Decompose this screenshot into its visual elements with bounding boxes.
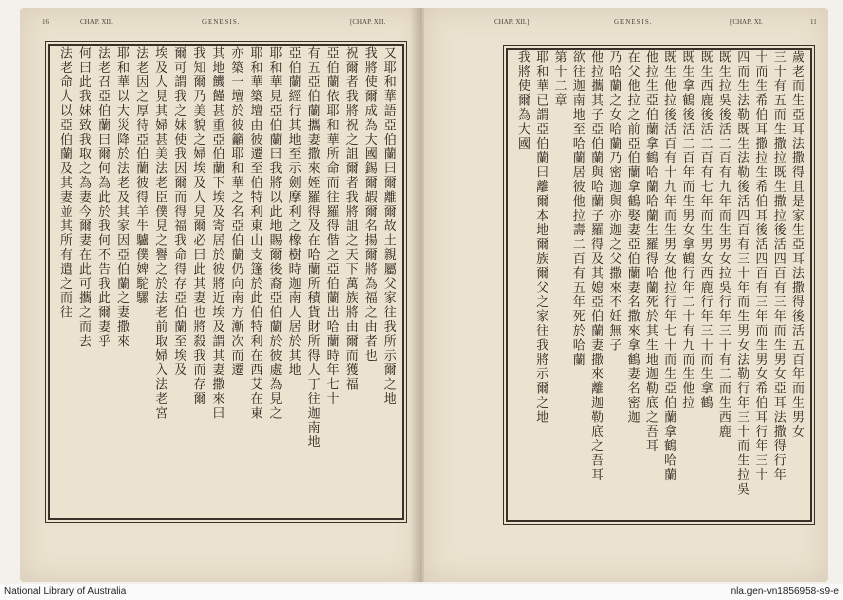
right-text-column: 耶和華已謂亞伯蘭曰離爾本地爾族爾父之家往我將示爾之地 <box>533 50 549 425</box>
credit-institution: National Library of Australia <box>4 586 127 597</box>
credit-identifier: nla.gen-vn1856958-s9-e <box>730 586 839 597</box>
left-text-column: 耶和華以大災降於法老及其家因亞伯蘭之妻撒來 <box>114 46 130 349</box>
right-text-column: 既生拉吳後活二百有九年而生男女拉吳行年三十有二而生西鹿 <box>715 50 731 439</box>
right-text-column: 既生拿鶴後活二百年而生男女拿鶴行年二十有九而生他拉 <box>679 50 695 410</box>
right-text-column: 第十二章 <box>551 50 567 108</box>
left-text-column: 我將使爾成為大國錫爾嘏爾名揚爾將為福之由者也 <box>361 46 377 363</box>
right-text-column: 他拉攜其子亞伯蘭與哈蘭子羅得及其媳亞伯蘭妻撒來離迦勒底之吾耳 <box>588 50 604 482</box>
right-text-column: 歲老而生亞耳法撒得且是家生亞耳法撒得後活五百年而生男女 <box>788 50 804 439</box>
left-text-column: 耶和華見亞伯蘭曰我將以此地賜爾後裔亞伯蘭於彼處為見之 <box>266 46 282 421</box>
left-text-column: 爾可謂我之妹使我因爾而得福我命得存亞伯蘭至埃及 <box>171 46 187 378</box>
right-text-column: 三十有五而生撒拉既生撒拉後活四百有三年而生男女亞耳法撒得行年 <box>770 50 786 482</box>
right-page-number: 11 <box>810 18 817 26</box>
left-text-frame <box>48 44 404 520</box>
right-text-column: 既生他拉後活百有十九年而生男女他拉行年七十而生亞伯蘭拿鶴哈蘭 <box>661 50 677 482</box>
left-text-column: 亞伯蘭經行其地至示劍摩利之橡樹時迦南人居於其地 <box>285 46 301 378</box>
left-text-column: 又耶和華語亞伯蘭曰爾離爾故土親屬父家往我所示爾之地 <box>380 46 396 406</box>
left-text-column: 有五亞伯蘭攜妻撒來姪羅得及在哈蘭所積貨財所得人丁往迦南地 <box>304 46 320 450</box>
right-text-column: 既生西鹿後活二百有七年而生男女西鹿行年三十而生拿鶴 <box>697 50 713 410</box>
right-page <box>424 8 828 582</box>
left-text-column: 其地饑饉甚重亞伯蘭下埃及寄居於彼將近埃及謂其妻撒來曰 <box>209 46 225 421</box>
right-running-head <box>424 18 828 32</box>
left-text-column: 亦築一壇於彼籲耶和華之名亞伯蘭仍向南方漸次而遷 <box>228 46 244 378</box>
right-text-column: 乃哈蘭之女哈蘭乃密迦與亦迦之父撒來不妊無子 <box>606 50 622 353</box>
right-text-column: 欲往迦南地至哈蘭居彼他拉壽二百有五年死於哈蘭 <box>569 50 585 367</box>
right-chapter-label: CHAP. XII.] <box>494 18 530 26</box>
left-text-column: 祝爾者我將祝之詛爾者我將詛之天下萬族將由爾而獲福 <box>342 46 358 392</box>
left-chapter-label: CHAP. XII. <box>80 18 113 26</box>
left-text-column: 法老因之厚待亞伯蘭彼得羊牛驢僕婢駝騾 <box>133 46 149 306</box>
left-text-columns <box>50 46 402 518</box>
left-text-column: 法老命人以亞伯蘭及其妻並其所有遣之而往 <box>57 46 72 320</box>
right-text-column: 四而生法勒既生法勒後活四百有三十年而生男女法勒行年三十而生拉吳 <box>734 50 750 497</box>
right-text-column: 十而生希伯耳撒拉生希伯耳後活四百有三年而生男女希伯耳行年三十 <box>752 50 768 482</box>
left-text-column: 亞伯蘭依耶和華所命而往羅得偕之亞伯蘭出哈蘭時年七十 <box>323 46 339 406</box>
right-text-column: 我將使爾為大國 <box>515 50 530 151</box>
left-running-head <box>20 18 422 32</box>
left-text-column: 何曰此我妹致我取之為妻今爾妻在此可攜之而去 <box>76 46 92 349</box>
left-chapter-label-right: [CHAP. XII. <box>350 18 386 26</box>
right-text-columns <box>508 50 810 520</box>
right-text-column: 他拉生亞伯蘭拿鶴哈蘭哈蘭生羅得哈蘭死於其生地迦勒底之吾耳 <box>642 50 658 454</box>
right-book-title: GENESIS. <box>614 18 653 26</box>
left-page <box>20 8 422 582</box>
left-text-column: 我知爾乃美貌之婦埃及人見爾必曰此其妻也將殺我而存爾 <box>190 46 206 406</box>
left-text-column: 耶和華築壇由彼遷至伯特利東山支篷於此伯特利在西艾在東 <box>247 46 263 421</box>
right-chapter-label-right: [CHAP. XI. <box>730 18 763 26</box>
credit-bar <box>0 584 843 600</box>
left-book-title: GENESIS. <box>202 18 241 26</box>
right-text-column: 在父他拉之前亞伯蘭拿鶴娶妻亞伯蘭妻名撒來拿鶴妻名密迦 <box>624 50 640 425</box>
right-text-frame <box>506 48 812 522</box>
left-page-number: 16 <box>42 18 49 26</box>
left-text-column: 埃及人見其婦甚美法老臣僕見之譽之於法老前取婦入法老宮 <box>152 46 168 421</box>
left-text-column: 法老召亞伯蘭曰爾何為此於我何不告我此爾妻乎 <box>95 46 111 349</box>
